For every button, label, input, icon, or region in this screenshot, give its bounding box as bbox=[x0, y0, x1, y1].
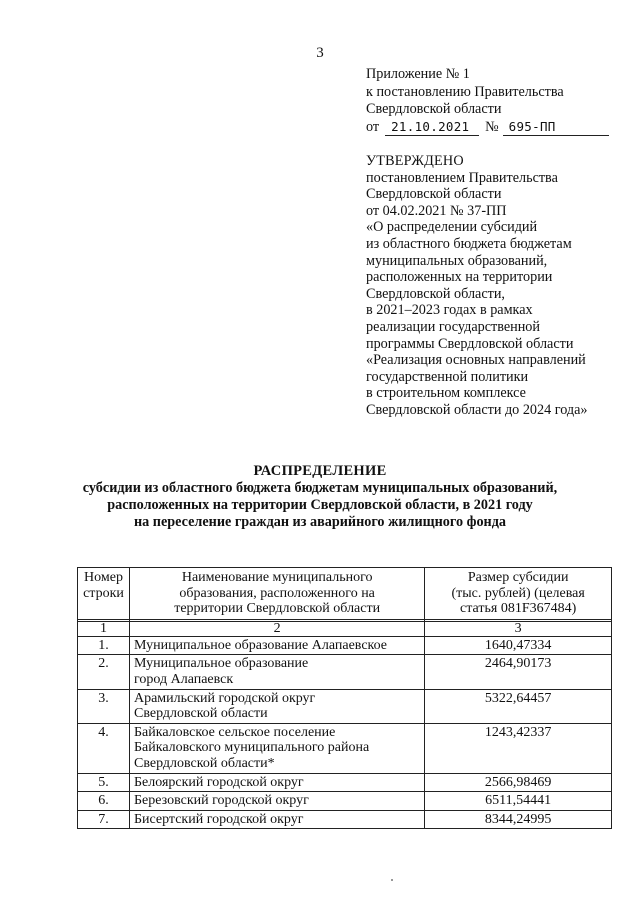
appendix-line: к постановлению Правительства bbox=[366, 83, 564, 100]
number-prefix: № bbox=[485, 118, 499, 135]
approved-line: «О распределении субсидий bbox=[366, 219, 538, 236]
header-line: образования, расположенного на bbox=[179, 585, 375, 601]
resolution-number: 695-ПП bbox=[503, 119, 609, 136]
heading-line: на переселение граждан из аварийного жилищного фонда bbox=[133, 514, 506, 530]
subsidy-amount: 2464,90173 bbox=[425, 655, 612, 689]
header-municipality bbox=[129, 568, 424, 620]
approved-line: программы Свердловской области bbox=[366, 335, 574, 352]
column-index-row bbox=[78, 621, 612, 636]
approved-line: расположенных на территории bbox=[366, 269, 553, 286]
resolution-date: 21.10.2021 bbox=[385, 119, 479, 136]
header-line: территории Свердловской области bbox=[174, 601, 381, 617]
subsidy-amount: 5322,64457 bbox=[425, 689, 612, 723]
approved-line: постановлением Правительства bbox=[366, 169, 558, 186]
name-line: Свердловской области* bbox=[133, 755, 275, 771]
appendix-block bbox=[366, 66, 628, 136]
approved-line: Свердловской области, bbox=[366, 285, 505, 302]
header-line: Наименование муниципального bbox=[181, 570, 373, 585]
scan-speck bbox=[391, 879, 393, 881]
approved-line: из областного бюджета бюджетам bbox=[366, 235, 572, 252]
row-number: 2. bbox=[78, 655, 130, 689]
subsidy-amount: 6511,54441 bbox=[425, 792, 612, 811]
header-subsidy-amount bbox=[425, 568, 612, 620]
approved-block bbox=[366, 153, 628, 419]
appendix-line: Свердловской области bbox=[366, 101, 502, 117]
header-line: Размер субсидии bbox=[467, 570, 569, 585]
municipality-name bbox=[129, 689, 424, 723]
approved-line: в строительном комплексе bbox=[366, 385, 526, 402]
date-prefix: от bbox=[366, 118, 380, 135]
table-row bbox=[78, 655, 612, 689]
row-number: 1. bbox=[78, 636, 130, 655]
table-header-row bbox=[78, 568, 612, 620]
subsidy-amount: 8344,24995 bbox=[425, 810, 612, 829]
header-line: статья 081F367484) bbox=[460, 601, 577, 617]
name-line: Белоярский городской округ bbox=[133, 774, 304, 790]
subsidy-table bbox=[77, 567, 612, 829]
row-number: 4. bbox=[78, 723, 130, 773]
row-number: 6. bbox=[78, 792, 130, 811]
name-line: Бисертский городской округ bbox=[133, 811, 304, 827]
name-line: город Алапаевск bbox=[133, 671, 234, 687]
municipality-name bbox=[129, 810, 424, 829]
appendix-line: Приложение № 1 bbox=[366, 66, 470, 82]
header-row-number bbox=[78, 568, 130, 620]
heading-line: субсидии из областного бюджета бюджетам муниципальных образований, bbox=[82, 480, 558, 496]
municipality-name bbox=[129, 636, 424, 655]
appendix-date-line bbox=[366, 119, 628, 137]
name-line: Муниципальное образование bbox=[133, 656, 309, 672]
name-line: Муниципальное образование Алапаевское bbox=[133, 637, 388, 653]
municipality-name bbox=[129, 723, 424, 773]
approved-line: государственной политики bbox=[366, 368, 529, 385]
header-line: (тыс. рублей) (целевая bbox=[451, 585, 585, 601]
subsidy-amount: 1640,47334 bbox=[425, 636, 612, 655]
approved-line: в 2021–2023 годах в рамках bbox=[366, 302, 533, 319]
heading-line: расположенных на территории Свердловской области, в 2021 году bbox=[107, 497, 533, 513]
table-row bbox=[78, 773, 612, 792]
table-row bbox=[78, 689, 612, 723]
heading-title: РАСПРЕДЕЛЕНИЕ bbox=[253, 463, 387, 479]
approved-title: УТВЕРЖДЕНО bbox=[366, 153, 464, 169]
approved-line: Свердловской области bbox=[366, 186, 502, 203]
approved-line: муниципальных образований, bbox=[366, 252, 548, 269]
subsidy-amount: 2566,98469 bbox=[425, 773, 612, 792]
header-line: Номер bbox=[84, 570, 123, 585]
row-number: 3. bbox=[78, 689, 130, 723]
approved-line: реализации государственной bbox=[366, 318, 540, 335]
approved-line: Свердловской области до 2024 года» bbox=[366, 401, 588, 418]
column-index: 3 bbox=[425, 621, 612, 636]
approved-line: «Реализация основных направлений bbox=[366, 352, 586, 369]
name-line: Свердловской области bbox=[133, 706, 268, 722]
municipality-name bbox=[129, 773, 424, 792]
row-number: 5. bbox=[78, 773, 130, 792]
name-line: Байкаловское сельское поселение bbox=[133, 724, 336, 740]
name-line: Байкаловского муниципального района bbox=[133, 740, 370, 756]
name-line: Арамильский городской округ bbox=[133, 690, 316, 706]
document-heading bbox=[0, 463, 640, 531]
municipality-name bbox=[129, 655, 424, 689]
table-row bbox=[78, 792, 612, 811]
subsidy-amount: 1243,42337 bbox=[425, 723, 612, 773]
name-line: Березовский городской округ bbox=[133, 793, 309, 809]
column-index: 1 bbox=[78, 621, 130, 636]
approved-line: от 04.02.2021 № 37-ПП bbox=[366, 202, 507, 219]
row-number: 7. bbox=[78, 810, 130, 829]
table-row bbox=[78, 636, 612, 655]
header-line: строки bbox=[83, 585, 124, 601]
municipality-name bbox=[129, 792, 424, 811]
column-index: 2 bbox=[129, 621, 424, 636]
table-row bbox=[78, 810, 612, 829]
page-number: 3 bbox=[316, 45, 324, 61]
table-row bbox=[78, 723, 612, 773]
